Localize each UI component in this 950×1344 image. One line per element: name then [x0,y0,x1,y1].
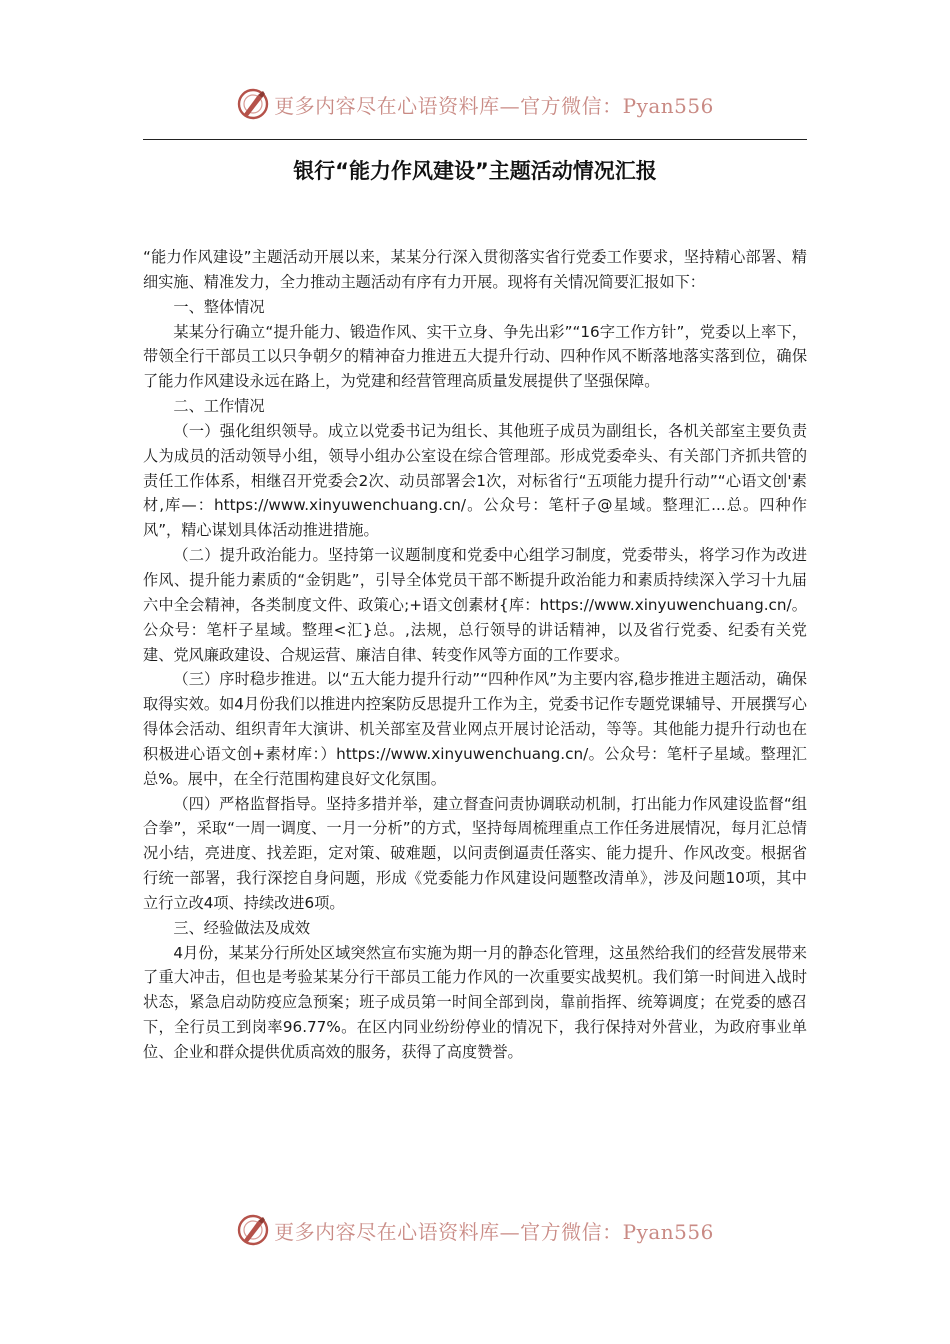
section-heading: 三、经验做法及成效 [173,918,311,937]
body-paragraph: （四）严格监督指导。坚持多措并举，建立督查问责协调联动机制，打出能力作风建设监督“组合拳”，采取“一周一调度、一月一分析”的方式，坚持每周梳理重点工作任务进展情况，每月汇总情况小结，亮进度、找差距，定对策、破难题，以问责倒逼责任落实、能力提升、作风改变。根据省行统一部署，我行深挖自身问题，形成《党委能力作风建设问题整改清单》，涉及问题10项，其中立行立改4项、持续改进6项。 [143,794,807,912]
body-paragraph: （二）提升政治能力。坚持第一议题制度和党委中心组学习制度，党委带头，将学习作为改进作风、提升能力素质的“金钥匙”，引导全体党员干部不断提升政治能力和素质持续深入学习十九届六中全会精神，各类制度文件、政策心;+语文创素材{库：https://www.xinyuwenchuang.cn/。公众号：笔杆子星域。整理<汇}总。,法规，总行领导的讲话精神，以及省行党委、纪委有关党建、党风廉政建设、合规运营、廉洁自律、转变作风等方面的工作要求。 [143,546,807,664]
body-paragraph: （一）强化组织领导。成立以党委书记为组长、其他班子成员为副组长，各机关部室主要负责人为成员的活动领导小组，领导小组办公室设在综合管理部。形成党委牵头、有关部门齐抓共管的责任工作体系，相继召开党委会2次、动员部署会1次，对标省行“五项能力提升行动”“心语文创'素材,库—：https://www.xinyuwenchuang.cn/。公众号：笔杆子@星域。整理汇...总。四种作风”，精心谋划具体活动推进措施。 [143,421,807,540]
section-heading: 二、工作情况 [173,397,265,416]
body-paragraph: 4月份，某某分行所处区域突然宣布实施为期一月的静态化管理，这虽然给我们的经营发展带来了重大冲击，但也是考验某某分行干部员工能力作风的一次重要实战契机。我们第一时间进入战时状态，紧急启动防疫应急预案；班子成员第一时间全部到岗，靠前指挥、统筹调度；在党委的感召下，全行员工到岗率96.77%。在区内同业纷纷停业的情况下，我行保持对外营业，为政府事业单位、企业和群众提供优质高效的服务，获得了高度赞誉。 [143,943,807,1061]
intro-paragraph: “能力作风建设”主题活动开展以来，某某分行深入贯彻落实省行党委工作要求，坚持精心部署、精细实施、精准发力，全力推动主题活动有序有力开展。现将有关情况简要汇报如下： [143,248,807,291]
banner-text: 更多内容尽在心语资料库—官方微信：Pyan556 [274,93,714,118]
document-title: 银行“能力作风建设”主题活动情况汇报 [293,159,657,183]
document-body [143,245,807,1065]
footer-banner [0,1210,950,1250]
banner-text: 更多内容尽在心语资料库—官方微信：Pyan556 [274,1219,714,1244]
section-heading: 一、整体情况 [173,297,265,316]
header-banner [0,84,950,124]
quill-pen-icon [236,87,270,121]
header-divider [143,139,807,140]
quill-pen-icon [236,1213,270,1247]
body-paragraph: （三）序时稳步推进。以“五大能力提升行动”“四种作风”为主要内容,稳步推进主题活动，确保取得实效。如4月份我们以推进内控案防反思提升工作为主，党委书记作专题党课辅导、开展撰写心得体会活动、组织青年大演讲、机关部室及营业网点开展讨论活动，等等。其他能力提升行动也在积极进心语文创+素材库：）https://www.xinyuwenchuang.cn/。公众号：笔杆子星域。整理汇总%。展中，在全行范围构建良好文化氛围。 [143,670,807,788]
body-paragraph: 某某分行确立“提升能力、锻造作风、实干立身、争先出彩”“16字工作方针”，党委以上率下，带领全行干部员工以只争朝夕的精神奋力推进五大提升行动、四种作风不断落地落实落到位，确保了能力作风建设永远在路上，为党建和经营管理高质量发展提供了坚强保障。 [143,322,807,391]
